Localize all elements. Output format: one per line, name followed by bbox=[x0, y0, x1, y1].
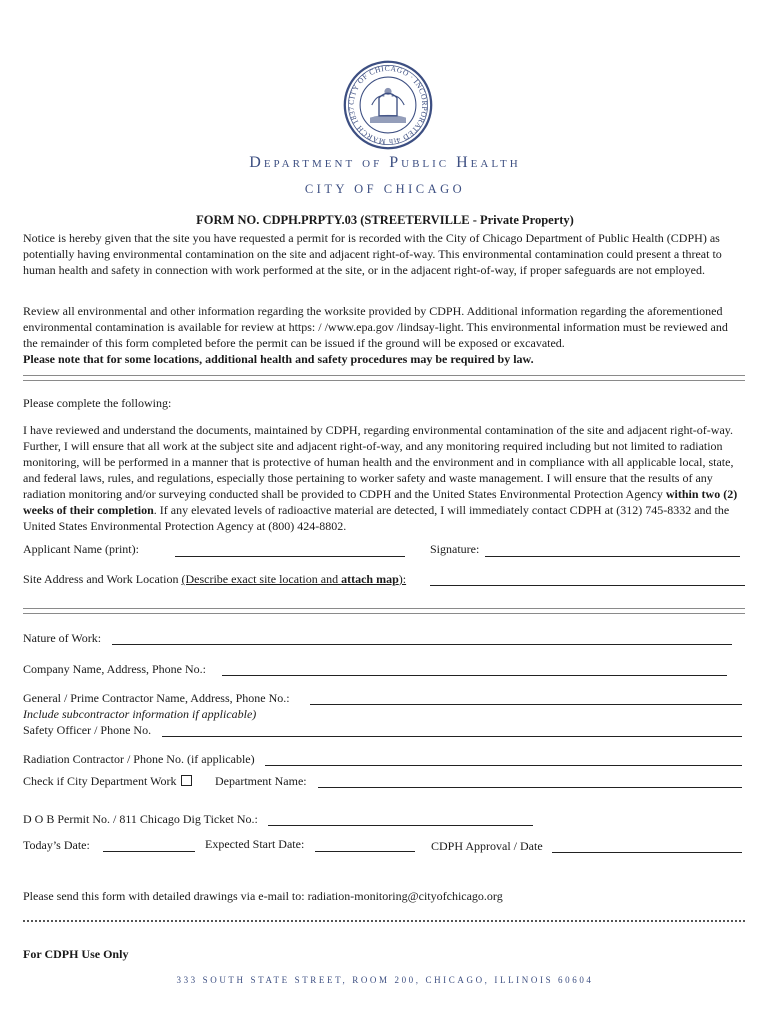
site-address-hint-text: (Describe exact site location and bbox=[181, 572, 342, 586]
start-date-field[interactable] bbox=[315, 851, 415, 852]
applicant-name-field[interactable] bbox=[175, 556, 405, 557]
site-address-line-2[interactable] bbox=[23, 608, 745, 614]
safety-officer-field[interactable] bbox=[162, 736, 742, 737]
review-paragraph bbox=[23, 303, 745, 367]
department-name-label: Department Name: bbox=[215, 774, 307, 788]
site-address-hint bbox=[181, 572, 406, 586]
todays-date-field[interactable] bbox=[103, 851, 195, 852]
company-label: Company Name, Address, Phone No.: bbox=[23, 662, 206, 676]
city-dept-check-label: Check if City Department Work bbox=[23, 774, 177, 788]
company-field[interactable] bbox=[222, 675, 727, 676]
seal-text: CITY OF CHICAGO · INCORPORATED 4th MARCH 1837 bbox=[346, 63, 430, 147]
notice-paragraph: Notice is hereby given that the site you have requested a permit for is recorded with the City of Chicago Department of Public Health (CDPH) as potentially having environmental contamination on the site and adjacent right-of-way. This environmental contamination could present a threat to human health and safety in connection with work performed at the site, or in the adjacent right-of-way, if proper safeguards are not employed. bbox=[23, 231, 722, 277]
footer-address: 333 SOUTH STATE STREET, ROOM 200, CHICAGO, ILLINOIS 60604 bbox=[176, 975, 594, 985]
law-note: Please note that for some locations, additional health and safety procedures may be required by law. bbox=[23, 352, 534, 366]
dotted-divider bbox=[23, 920, 745, 922]
attach-map-text: attach map bbox=[341, 572, 399, 586]
nature-of-work-field[interactable] bbox=[112, 644, 732, 645]
form-number: FORM NO. CDPH.PRPTY.03 (STREETERVILLE - Private Property) bbox=[196, 213, 574, 227]
svg-text:CITY OF CHICAGO · INCORPORATED bbox=[347, 64, 430, 146]
site-address-text: Site Address and Work Location bbox=[23, 572, 182, 586]
city-dept-checkbox[interactable] bbox=[181, 775, 192, 786]
subcontractor-hint: Include subcontractor information if applicable) bbox=[23, 707, 257, 721]
site-address-hint-end: ): bbox=[398, 572, 407, 586]
site-address-field[interactable] bbox=[430, 585, 745, 586]
contractor-field[interactable] bbox=[310, 704, 742, 705]
statement-deadline: within two (2) weeks of their completion bbox=[23, 487, 738, 517]
safety-officer-label: Safety Officer / Phone No. bbox=[23, 723, 152, 737]
cdph-approval-field[interactable] bbox=[552, 852, 742, 853]
statement-part-2: . If any elevated levels of radioactive material are detected, I will immediately contact CDPH at (312) 745-8332 and the United States Environmental Protection Agency at (800) 424-8802. bbox=[23, 503, 730, 533]
city-dept-check-row bbox=[23, 774, 194, 789]
nature-of-work-label: Nature of Work: bbox=[23, 631, 102, 645]
signature-field[interactable] bbox=[485, 556, 740, 557]
statement-paragraph bbox=[23, 422, 745, 534]
applicant-name-label: Applicant Name (print): bbox=[23, 542, 139, 556]
city-seal-icon bbox=[343, 60, 433, 150]
please-complete: Please complete the following: bbox=[23, 396, 172, 410]
radiation-contractor-field[interactable] bbox=[265, 765, 742, 766]
city-title: CITY OF CHICAGO bbox=[304, 182, 466, 196]
dob-permit-field[interactable] bbox=[268, 825, 533, 826]
department-name-field[interactable] bbox=[318, 787, 742, 788]
send-form-instructions: Please send this form with detailed drawings via e-mail to: radiation-monitoring@cityofchicago.org bbox=[23, 889, 503, 903]
cdph-use-only-heading: For CDPH Use Only bbox=[23, 947, 129, 961]
todays-date-label: Today’s Date: bbox=[23, 838, 90, 852]
start-date-label: Expected Start Date: bbox=[205, 837, 305, 851]
dob-permit-label: D O B Permit No. / 811 Chicago Dig Ticket No.: bbox=[23, 812, 258, 826]
site-address-label bbox=[23, 572, 406, 587]
radiation-contractor-label: Radiation Contractor / Phone No. (if applicable) bbox=[23, 752, 255, 766]
statement-part-1: I have reviewed and understand the documents, maintained by CDPH, regarding environmental contamination of the site and adjacent right-of-way. Further, I will ensure that all work at the subject site and adjacent right-of-way, and any monitoring required including but not limited to radiation monitoring, will be performed in a manner that is protective of human health and the environment and in compliance with all applicable local, state, and federal laws, rules, and regulations, especially those pertaining to worker safety and waste management. I will ensure that the results of any radiation monitoring and/or surveying conducted shall be provided to CDPH and the United States Environmental Protection Agency bbox=[23, 423, 734, 501]
department-title: Department of Public Health bbox=[249, 154, 521, 171]
review-text: Review all environmental and other information regarding the worksite provided by CDPH. Additional information regarding the aforementioned environmental contamination is available for review at https: / /www.epa.gov /lindsay-light. This environmental information must be reviewed and the remainder of this form completed before the permit can be issued if the ground will be exposed or excavated. bbox=[23, 304, 728, 350]
section-divider bbox=[23, 375, 745, 381]
signature-label: Signature: bbox=[430, 542, 480, 556]
contractor-label: General / Prime Contractor Name, Address, Phone No.: bbox=[23, 691, 290, 705]
cdph-approval-label: CDPH Approval / Date bbox=[431, 839, 543, 853]
